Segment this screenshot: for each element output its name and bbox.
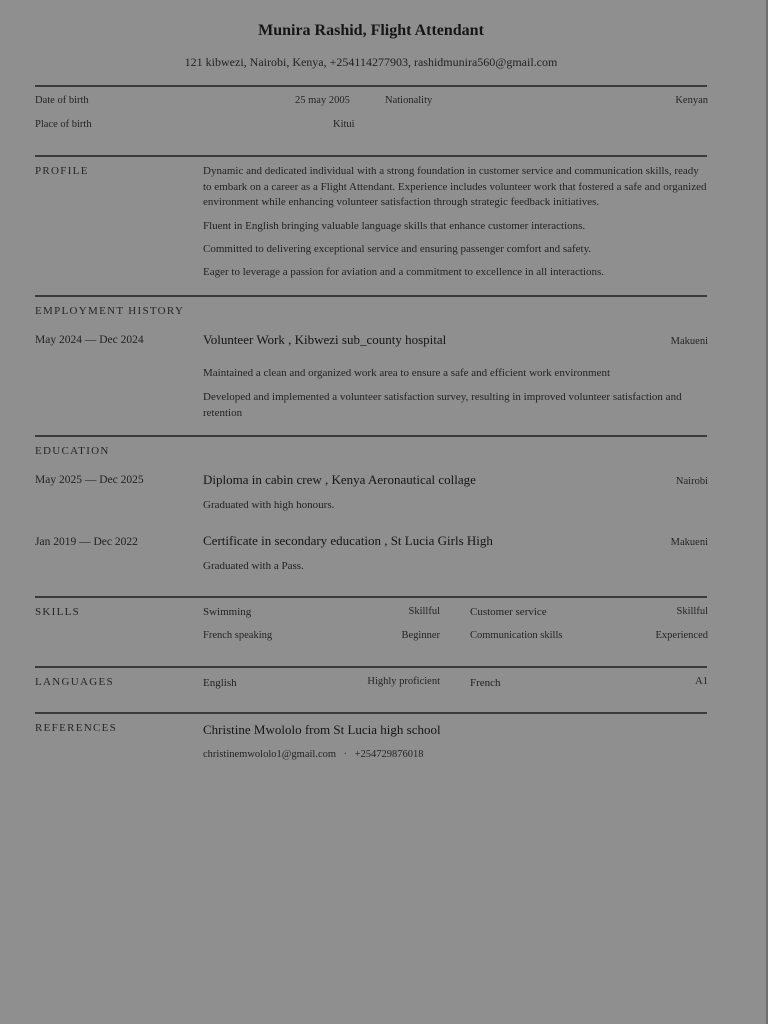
employment-location: Makueni (670, 336, 708, 347)
skill-level: Skillful (676, 606, 708, 617)
reference-phone[interactable]: +254729876018 (354, 749, 424, 760)
skill-name: Swimming (203, 606, 252, 618)
languages-section-label: LANGUAGES (35, 676, 114, 688)
profile-line: Eager to leverage a passion for aviation and a commitment to excellence in all interactions. (203, 266, 605, 278)
profile-section-label: PROFILE (35, 165, 89, 177)
skill-name: French speaking (203, 630, 273, 641)
pob-label: Place of birth (35, 119, 92, 130)
reference-contact (203, 749, 424, 760)
language-name: English (203, 677, 237, 689)
divider (35, 295, 707, 297)
reference-name: Christine Mwololo from St Lucia high school (203, 722, 441, 737)
pob-value: Kitui (333, 119, 355, 130)
employment-title: Volunteer Work , Kibwezi sub_county hospital (203, 332, 447, 347)
profile-line: Committed to delivering exceptional service and ensuring passenger comfort and safety. (203, 243, 592, 255)
profile-line: Fluent in English bringing valuable language skills that enhance customer interactions. (203, 220, 586, 232)
dob-value: 25 may 2005 (295, 95, 350, 106)
reference-email[interactable]: christinemwololo1@gmail.com (203, 749, 337, 760)
divider (35, 435, 707, 437)
education-location: Makueni (670, 537, 708, 548)
education-dates: May 2025 — Dec 2025 (35, 474, 144, 486)
skill-name: Communication skills (470, 630, 563, 641)
divider (35, 85, 707, 87)
skill-name: Customer service (470, 606, 547, 618)
education-dates: Jan 2019 — Dec 2022 (35, 536, 138, 548)
language-level: A1 (695, 676, 708, 687)
education-title: Diploma in cabin crew , Kenya Aeronautical collage (203, 472, 476, 487)
skill-level: Beginner (401, 630, 440, 641)
divider (35, 596, 707, 598)
employment-bullet: Developed and implemented a volunteer satisfaction survey, resulting in improved volunteer satisfaction and retention (203, 391, 682, 419)
divider (35, 666, 707, 668)
nationality-label: Nationality (385, 95, 433, 106)
employment-bullet: Maintained a clean and organized work area to ensure a safe and efficient work environment (203, 367, 611, 379)
education-note: Graduated with a Pass. (203, 560, 304, 572)
references-section-label: REFERENCES (35, 722, 118, 734)
skill-level: Skillful (408, 606, 440, 617)
education-title: Certificate in secondary education , St Lucia Girls High (203, 533, 493, 548)
language-name: French (470, 677, 501, 689)
employment-dates: May 2024 — Dec 2024 (35, 334, 144, 346)
profile-summary: Dynamic and dedicated individual with a strong foundation in customer service and communication skills, ready to embark on a career as a Flight Attendant. Experience includes volunteer work that fostered a safe and organized environment while enhancing volunteer satisfaction through strategic feedback initiatives. (203, 165, 707, 208)
resume-name-title: Munira Rashid, Flight Attendant (258, 22, 484, 39)
nationality-value: Kenyan (675, 95, 708, 106)
education-location: Nairobi (675, 476, 708, 487)
separator-dot: · (343, 749, 347, 760)
education-section-label: EDUCATION (35, 445, 110, 457)
divider (35, 712, 707, 714)
divider (35, 155, 707, 157)
education-note: Graduated with high honours. (203, 499, 335, 511)
language-level: Highly proficient (367, 676, 440, 687)
employment-section-label: EMPLOYMENT HISTORY (35, 305, 185, 317)
skills-section-label: SKILLS (35, 606, 81, 618)
contact-line: 121 kibwezi, Nairobi, Kenya, +254114277903, rashidmunira560@gmail.com (184, 55, 558, 69)
skill-level: Experienced (655, 630, 708, 641)
dob-label: Date of birth (35, 95, 89, 106)
